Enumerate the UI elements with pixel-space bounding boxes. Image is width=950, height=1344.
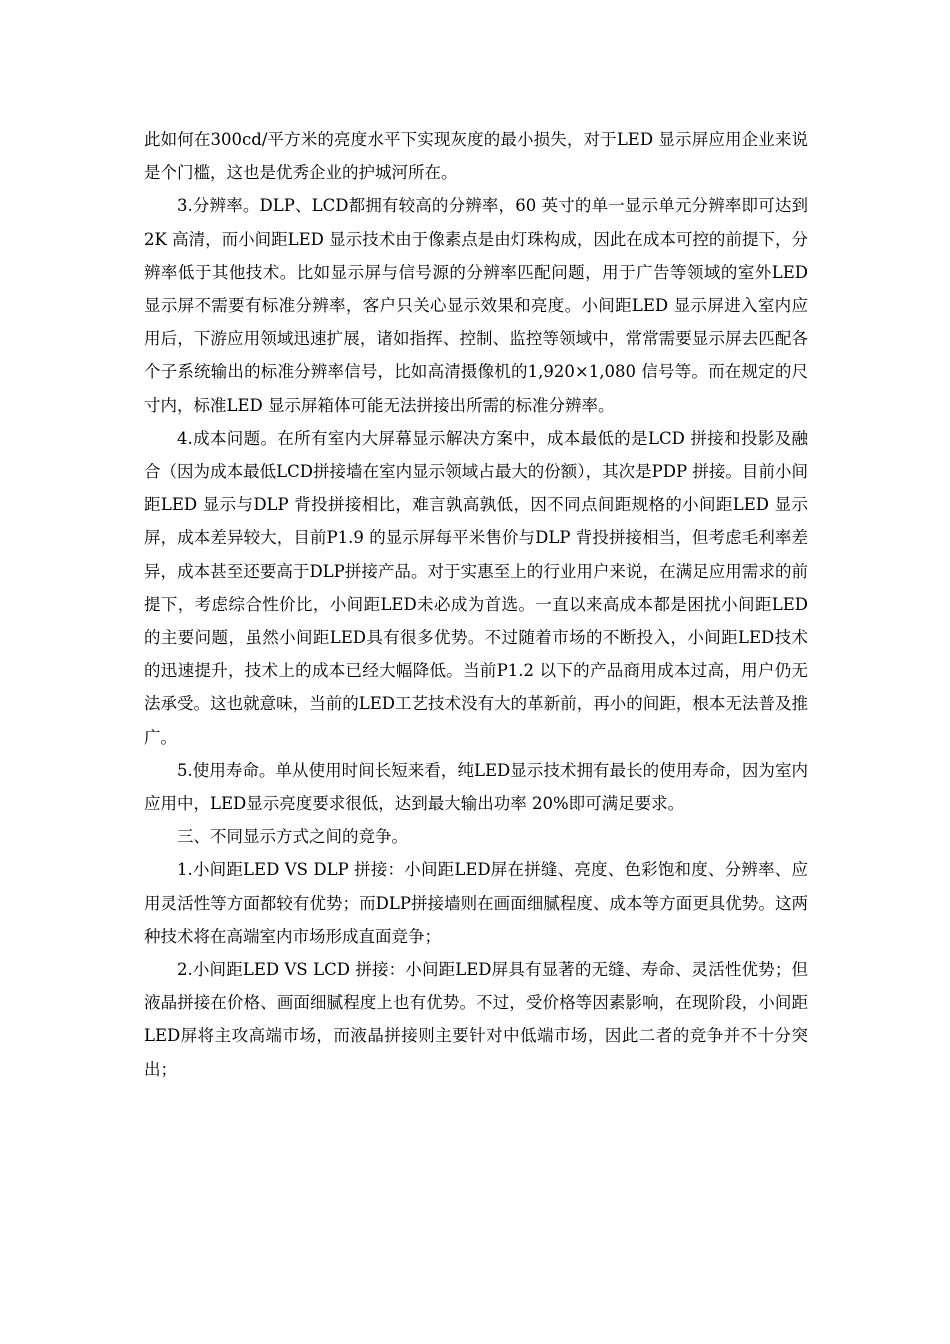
section-heading-competition: 三、不同显示方式之间的竞争。 [177, 827, 408, 847]
document-body [144, 123, 808, 1086]
paragraph-continued: 此如何在300cd/平方米的亮度水平下实现灰度的最小损失，对于LED 显示屏应用企业来说是个门槛，这也是优秀企业的护城河所在。 [144, 130, 808, 183]
paragraph-led-vs-lcd: 2.小间距LED VS LCD 拼接：小间距LED屏具有显著的无缝、寿命、灵活性优势；但液晶拼接在价格、画面细腻程度上也有优势。不过，受价格等因素影响，在现阶段，小间距LED屏将主攻高端市场，而液晶拼接则主要针对中低端市场，因此二者的竞争并不十分突出； [144, 960, 808, 1079]
paragraph-resolution: 3.分辨率。DLP、LCD都拥有较高的分辨率，60 英寸的单一显示单元分辨率即可达到2K 高清，而小间距LED 显示技术由于像素点是由灯珠构成，因此在成本可控的前提下，分辨率低于其他技术。比如显示屏与信号源的分辨率匹配问题，用于广告等领域的室外LED 显示屏不需要有标准分辨率，客户只关心显示效果和亮度。小间距LED 显示屏进入室内应用后，下游应用领域迅速扩展，诸如指挥、控制、监控等领域中，常常需要显示屏去匹配各个子系统输出的标准分辨率信号，比如高清摄像机的1,920×1,080 信号等。而在规定的尺寸内，标准LED 显示屏箱体可能无法拼接出所需的标准分辨率。 [144, 196, 808, 415]
paragraph-lifespan: 5.使用寿命。单从使用时间长短来看，纯LED显示技术拥有最长的使用寿命，因为室内应用中，LED显示亮度要求很低，达到最大输出功率 20%即可满足要求。 [144, 760, 808, 814]
paragraph-led-vs-dlp: 1.小间距LED VS DLP 拼接：小间距LED屏在拼缝、亮度、色彩饱和度、分辨率、应用灵活性等方面都较有优势；而DLP拼接墙则在画面细腻程度、成本等方面更具优势。这两种技术将在高端室内市场形成直面竞争； [144, 860, 808, 946]
paragraph-cost: 4.成本问题。在所有室内大屏幕显示解决方案中，成本最低的是LCD 拼接和投影及融合（因为成本最低LCD拼接墙在室内显示领域占最大的份额），其次是PDP 拼接。目前小间距LED 显示与DLP 背投拼接相比，难言孰高孰低，因不同点间距规格的小间距LED 显示屏，成本差异较大，目前P1.9 的显示屏每平米售价与DLP 背投拼接相当，但考虑毛利率差异，成本甚至还要高于DLP拼接产品。对于实惠至上的行业用户来说，在满足应用需求的前提下，考虑综合性价比，小间距LED未必成为首选。一直以来高成本都是困扰小间距LED的主要问题，虽然小间距LED具有很多优势。不过随着市场的不断投入，小间距LED技术的迅速提升，技术上的成本已经大幅降低。当前P1.2 以下的产品商用成本过高，用户仍无法承受。这也就意味，当前的LED工艺技术没有大的革新前，再小的间距，根本无法普及推广。 [144, 428, 808, 747]
